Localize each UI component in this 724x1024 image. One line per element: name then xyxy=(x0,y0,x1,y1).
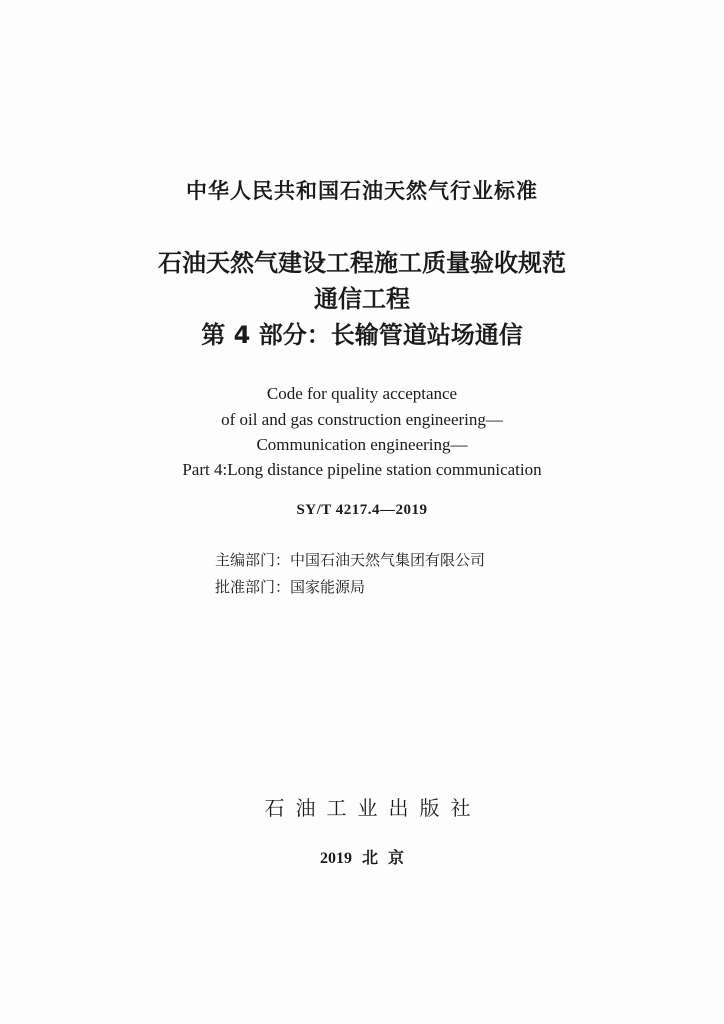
title-en-line1: Code for quality acceptance xyxy=(266,384,458,403)
title-en-line4: Part 4:Long distance pipeline station communication xyxy=(182,460,542,479)
title-en-line3: Communication engineering— xyxy=(256,435,468,454)
year-place: 2019 北 京 xyxy=(319,850,404,867)
editor-department: 主编部门：中国石油天然气集团有限公司 xyxy=(215,551,486,569)
industry-standard-heading: 中华人民共和国石油天然气行业标准 xyxy=(186,179,538,203)
title-cn-line2: 通信工程 xyxy=(314,285,410,313)
title-cn-line1: 石油天然气建设工程施工质量验收规范 xyxy=(158,249,566,277)
approver-department: 批准部门：国家能源局 xyxy=(215,578,366,596)
publisher-name: 石油工业出版社 xyxy=(264,796,482,820)
title-en-line2: of oil and gas construction engineering— xyxy=(221,410,503,429)
standard-code: SY/T 4217.4—2019 xyxy=(296,502,428,518)
title-cn-line3: 第 4 部分：长输管道站场通信 xyxy=(201,321,523,349)
